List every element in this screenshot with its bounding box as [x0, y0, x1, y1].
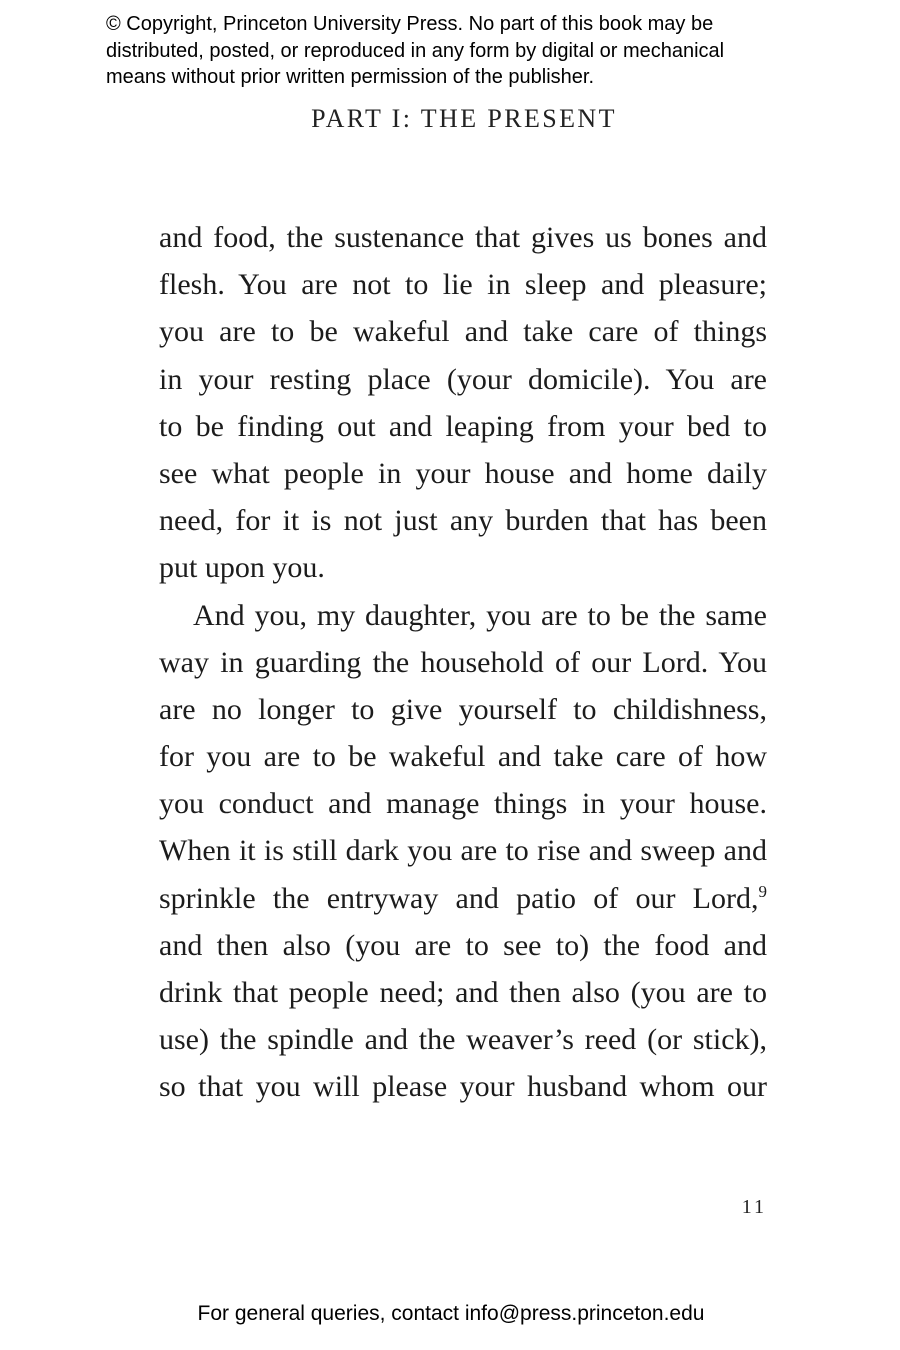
text-line: see what people in your house and home daily: [159, 456, 767, 490]
text-line: sprinkle the entryway and patio of our Lord,: [159, 881, 759, 915]
body-text: [159, 214, 767, 1111]
text-line: use) the spindle and the weaver’s reed (or stick),: [159, 1023, 767, 1057]
copyright-line: © Copyright, Princeton University Press. No part of this book may be: [106, 13, 714, 35]
text-line: and then also (you are to see to) the food and: [159, 928, 767, 962]
footer-contact: For general queries, contact info@press.princeton.edu: [197, 1302, 705, 1325]
text-line: way in guarding the household of our Lord. You: [159, 645, 767, 679]
text-line: are no longer to give yourself to childishness,: [159, 692, 767, 726]
text-line: so that you will please your husband whom our: [159, 1070, 767, 1104]
paragraph-1: [159, 214, 767, 592]
text-line: for you are to be wakeful and take care of how: [159, 740, 767, 774]
text-line-with-footnote: [159, 875, 767, 922]
text-line: to be finding out and leaping from your bed to: [159, 409, 767, 443]
text-line: drink that people need; and then also (you are to: [159, 976, 767, 1009]
text-line: And you, my daughter, you are to be the same: [193, 598, 767, 632]
text-line: When it is still dark you are to rise and sweep and: [159, 834, 767, 868]
text-line: you conduct and manage things in your house.: [159, 787, 767, 821]
copyright-line: means without prior written permission of the publisher.: [106, 66, 595, 88]
running-head: PART I: THE PRESENT: [311, 104, 617, 133]
paragraph-2: [159, 592, 767, 1111]
text-line: put upon you.: [159, 551, 325, 585]
text-line: you are to be wakeful and take care of things: [159, 315, 767, 349]
copyright-line: distributed, posted, or reproduced in any form by digital or mechanical: [106, 39, 725, 62]
text-line: need, for it is not just any burden that has been: [159, 504, 767, 538]
text-line: in your resting place (your domicile). You are: [159, 362, 767, 396]
text-line: flesh. You are not to lie in sleep and pleasure;: [159, 268, 767, 302]
footnote-marker[interactable]: 9: [758, 881, 767, 901]
page-number: 11: [741, 1196, 767, 1218]
copyright-notice: [106, 11, 886, 91]
text-line: and food, the sustenance that gives us bones and: [159, 221, 767, 254]
